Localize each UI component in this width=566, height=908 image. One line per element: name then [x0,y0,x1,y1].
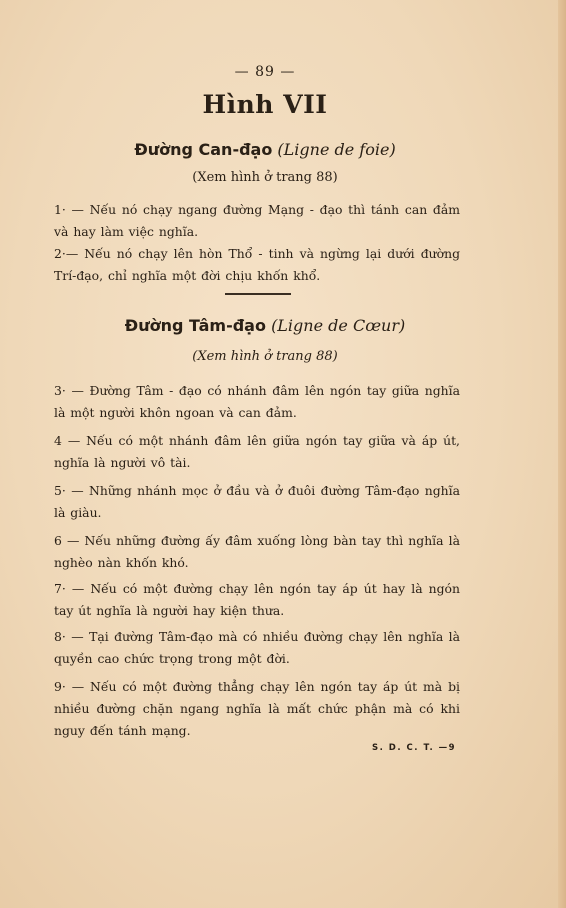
page-number: — 89 — [234,64,296,80]
paragraph-9: 9· — Nếu có một đường thẳng chạy lên ngón tay áp út mà bị nhiều đường chặn ngang nghĩa là mất chức phận mà có khi nguy đến tánh mạng. [54,679,460,738]
paragraph-5: 5· — Những nhánh mọc ở đầu và ở đuôi đường Tâm-đạo nghĩa là giàu. [54,483,460,520]
paragraph-6: 6 — Nếu những đường ấy đâm xuống lòng bàn tay thì nghĩa là nghèo nàn khốn khó. [54,533,460,570]
see-reference: (Xem hình ở trang 88) [192,170,338,185]
see-reference: (Xem hình ở trang 88) [192,349,338,364]
page-edge [558,0,566,908]
paragraph-2: 2·— Nếu nó chạy lên hòn Thổ - tinh và ngừng lại dưới đường Trí-đạo, chỉ nghĩa một đời chịu khốn khổ. [54,246,460,283]
chapter-title: Hình VII [202,90,328,119]
paragraph-8: 8· — Tại đường Tâm-đạo mà có nhiều đường chạy lên nghĩa là quyền cao chức trọng trong một đời. [54,629,460,666]
paragraph-4: 4 — Nếu có một nhánh đâm lên giữa ngón tay giữa và áp út, nghĩa là người vô tài. [54,433,460,470]
section-divider [225,293,291,295]
paragraph-1: 1· — Nếu nó chạy ngang đường Mạng - đạo thì tánh can đảm và hay làm việc nghĩa. [54,202,460,239]
section-latin-name: (Ligne de Cœur) [271,316,406,335]
section-title: Đường Can-đạo [134,140,273,159]
section-title: Đường Tâm-đạo [124,316,266,335]
paragraph-3: 3· — Đường Tâm - đạo có nhánh đâm lên ngón tay giữa nghĩa là một người khôn ngoan và can đảm. [54,383,460,420]
section-heading-can-dao [0,140,530,159]
paragraph-7: 7· — Nếu có một đường chạy lên ngón tay áp út hay là ngón tay út nghĩa là người hay kiện thưa. [54,581,460,618]
printer-signature: S. D. C. T. —9 [372,743,457,753]
section-heading-tam-dao [0,316,530,335]
section-latin-name: (Ligne de foie) [277,140,396,159]
